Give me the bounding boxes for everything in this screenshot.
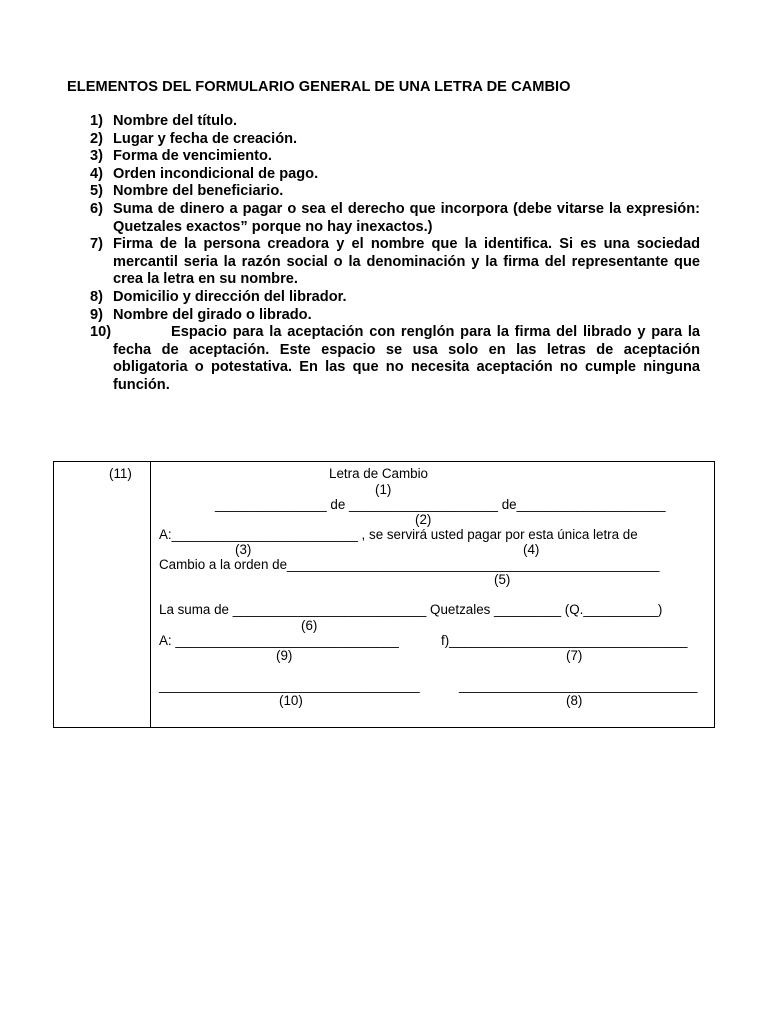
marker-3: (3) xyxy=(235,542,252,557)
item-text: Espacio para la aceptación con renglón para la firma del librado y para la fecha de aceptación. Este espacio se usa solo en las letras de aceptación obligatoria o potestativa. En las que no necesita aceptación no cumple ninguna función. xyxy=(113,324,700,393)
list-item xyxy=(90,166,700,184)
signature-line: f)________________________________ xyxy=(441,633,688,648)
item-text: Forma de vencimiento. xyxy=(113,148,272,165)
list-item xyxy=(90,324,700,394)
item-number: 3) xyxy=(90,148,103,165)
item-number: 9) xyxy=(90,306,103,323)
marker-2: (2) xyxy=(415,512,432,527)
drawer-address-line: ________________________________ xyxy=(459,678,698,693)
list-item xyxy=(90,236,700,289)
marker-1: (1) xyxy=(375,482,392,497)
item-text: Nombre del título. xyxy=(113,113,238,129)
elements-list xyxy=(90,113,700,395)
item-number: 1) xyxy=(90,113,103,129)
item-text: Firma de la persona creadora y el nombre que la identifica. Si es una sociedad mercantil seria la razón social o la denominación y la firma del representante que crea la letra en su nombre. xyxy=(113,236,700,288)
addressee-line: A: ______________________________ xyxy=(159,633,399,648)
item-text: Orden incondicional de pago. xyxy=(113,165,319,182)
item-text: Nombre del beneficiario. xyxy=(113,183,284,200)
marker-6: (6) xyxy=(301,618,318,633)
marker-9: (9) xyxy=(276,648,293,663)
side-marker: (11) xyxy=(109,466,132,481)
list-item xyxy=(90,148,700,166)
item-number: 4) xyxy=(90,165,103,182)
list-item xyxy=(90,201,700,236)
acceptance-line: ___________________________________ xyxy=(159,678,420,693)
item-text: Nombre del girado o librado. xyxy=(113,306,312,323)
marker-4: (4) xyxy=(523,542,540,557)
list-item xyxy=(90,183,700,201)
item-text: Suma de dinero a pagar o sea el derecho que incorpora (debe vitarse la expresión: Quetzales exactos” porque no hay inexactos.) xyxy=(113,200,700,235)
item-text: Lugar y fecha de creación. xyxy=(113,130,298,147)
item-text: Domicilio y dirección del librador. xyxy=(113,288,347,305)
marker-5: (5) xyxy=(494,572,511,587)
list-item xyxy=(90,131,700,149)
document-title: ELEMENTOS DEL FORMULARIO GENERAL DE UNA LETRA DE CAMBIO xyxy=(67,79,571,95)
marker-7: (7) xyxy=(566,648,583,663)
sum-line: La suma de __________________________ Quetzales _________ (Q.__________) xyxy=(159,602,663,617)
item-number: 10) xyxy=(90,324,112,341)
item-number: 2) xyxy=(90,130,103,147)
item-number: 8) xyxy=(90,288,103,305)
list-item xyxy=(90,113,700,131)
marker-10: (10) xyxy=(279,693,303,708)
form-divider xyxy=(150,461,151,728)
item-number: 6) xyxy=(90,200,103,217)
item-number: 7) xyxy=(90,236,103,253)
place-date-line: _______________ de ____________________ de____________________ xyxy=(215,497,666,512)
list-item xyxy=(90,289,700,307)
item-number: 5) xyxy=(90,183,103,200)
form-heading: Letra de Cambio xyxy=(329,466,428,481)
to-pay-line: A:_________________________ , se servirá usted pagar por esta única letra de xyxy=(159,527,638,542)
order-line: Cambio a la orden de__________________________________________________ xyxy=(159,557,660,572)
list-item xyxy=(90,307,700,325)
marker-8: (8) xyxy=(566,693,583,708)
